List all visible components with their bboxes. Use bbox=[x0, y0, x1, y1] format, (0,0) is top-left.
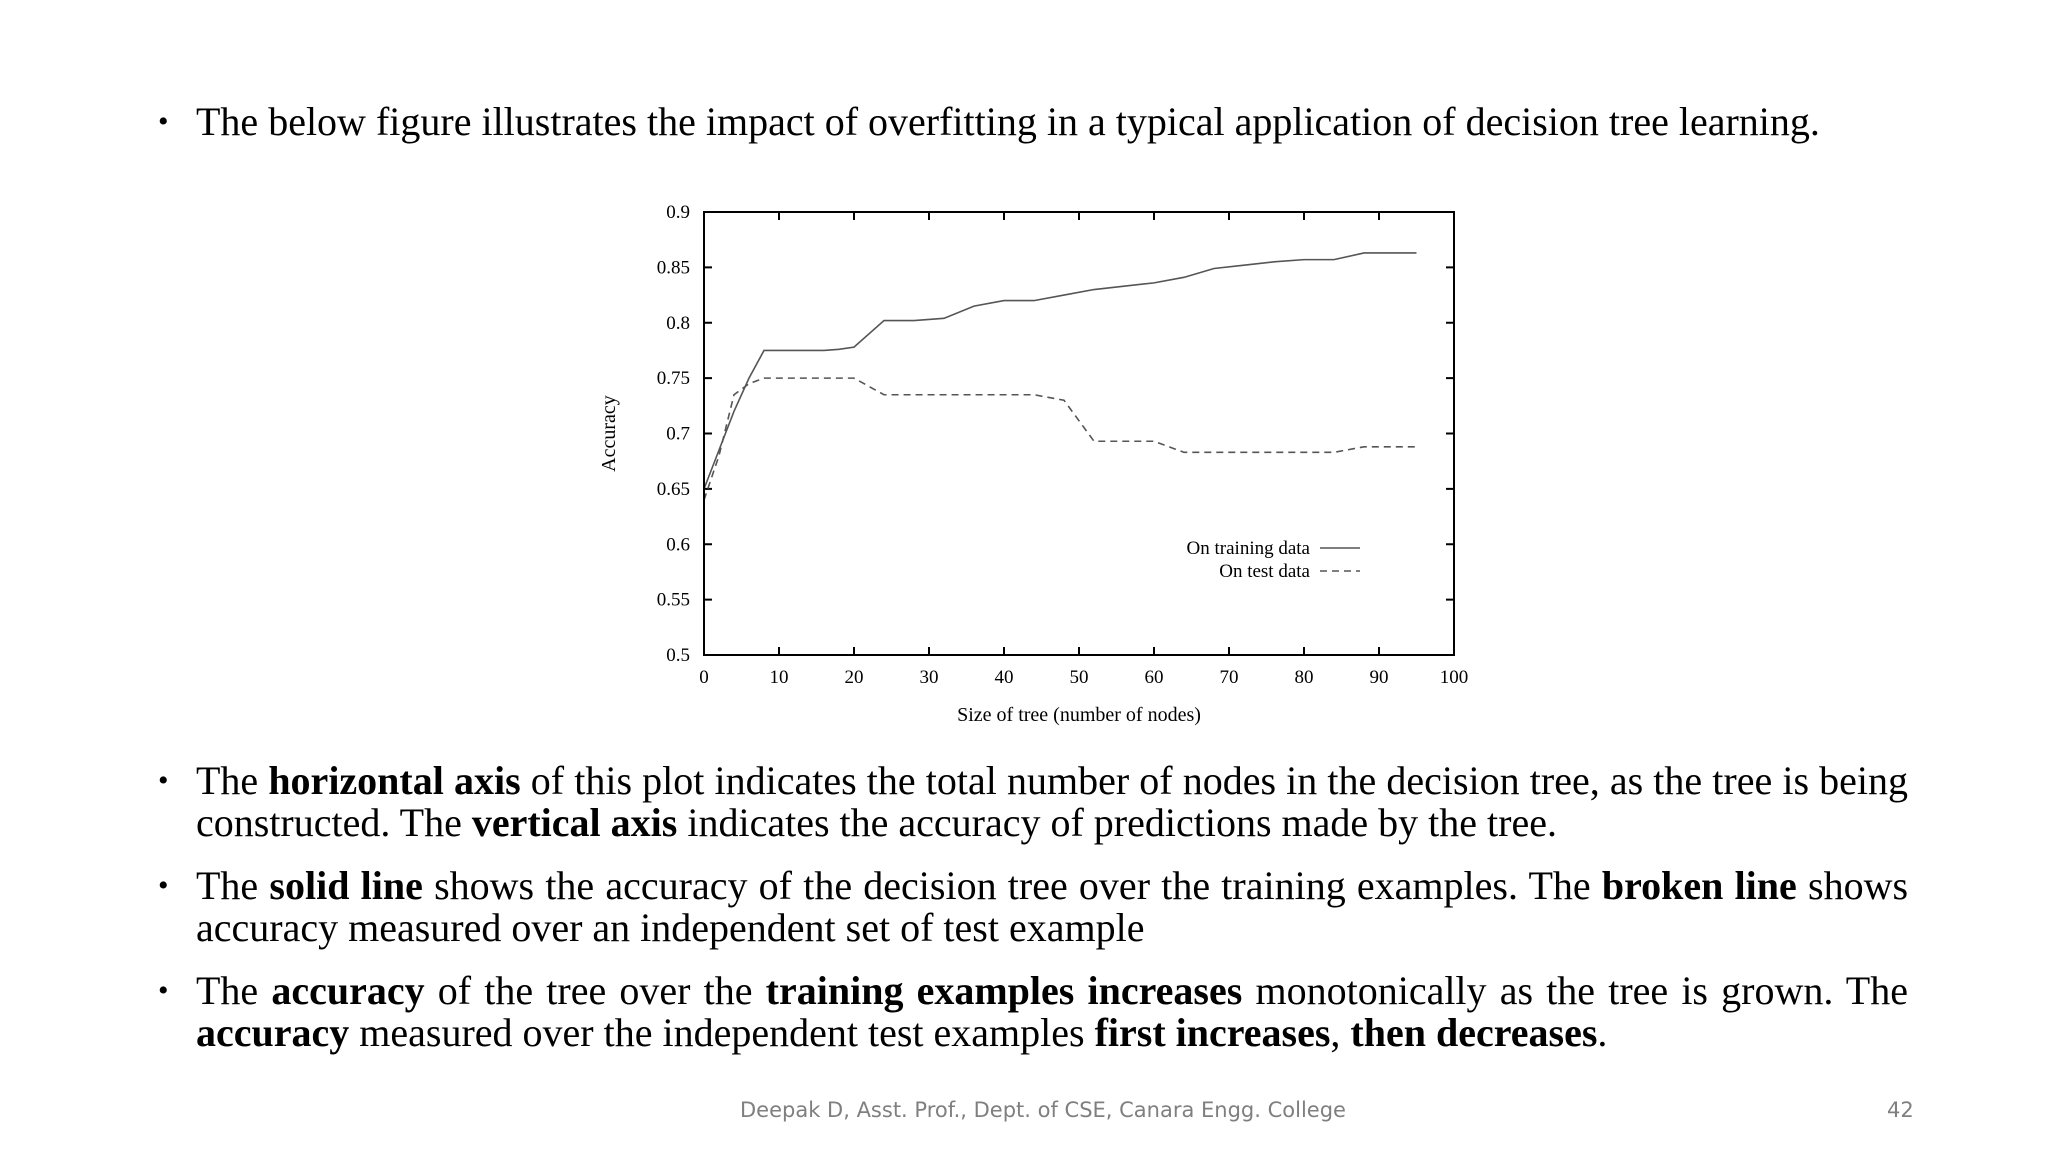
x-tick-label: 60 bbox=[1144, 667, 1164, 688]
x-tick-label: 70 bbox=[1219, 667, 1239, 688]
bullet-accuracy bbox=[158, 970, 1908, 1054]
bullet-dot: • bbox=[158, 869, 169, 902]
bullet-dot: • bbox=[158, 764, 169, 797]
x-tick-label: 20 bbox=[844, 667, 864, 688]
bullet-axes bbox=[158, 760, 1908, 844]
bullet-lines bbox=[158, 865, 1908, 949]
bold-vertical-axis: vertical axis bbox=[471, 800, 678, 845]
bold-solid-line: solid line bbox=[269, 863, 423, 908]
y-tick-label: 0.9 bbox=[666, 202, 690, 223]
x-tick-label: 0 bbox=[699, 667, 709, 688]
x-tick-label: 40 bbox=[994, 667, 1014, 688]
y-tick-label: 0.6 bbox=[666, 534, 690, 556]
bullet-lines-text: The solid line shows the accuracy of the decision tree over the training examples. The broken line shows accuracy measured over an independent set of test example bbox=[196, 863, 1909, 950]
training-data-line bbox=[704, 253, 1417, 489]
x-tick-label: 80 bbox=[1294, 667, 1314, 688]
x-tick-label: 50 bbox=[1069, 667, 1089, 688]
series-lines bbox=[704, 253, 1417, 500]
y-tick-label: 0.5 bbox=[666, 645, 690, 666]
plot-frame bbox=[704, 212, 1454, 655]
bullet-accuracy-text: The accuracy of the tree over the training examples increases monotonically as the tree is grown. The accuracy measured over the independent test examples first increases, then decreases. bbox=[196, 968, 1908, 1055]
y-axis-label: Accuracy bbox=[598, 395, 620, 472]
test-data-line bbox=[704, 378, 1417, 500]
y-axis-ticks bbox=[657, 202, 1454, 666]
legend-label-training: On training data bbox=[1186, 538, 1310, 559]
bullet-dot: • bbox=[158, 974, 169, 1007]
x-axis-label: Size of tree (number of nodes) bbox=[957, 704, 1201, 726]
page-number: 42 bbox=[1887, 1098, 1914, 1122]
x-tick-label: 100 bbox=[1439, 667, 1469, 688]
x-axis-ticks bbox=[699, 212, 1468, 688]
footer-credit: Deepak D, Asst. Prof., Dept. of CSE, Canara Engg. College bbox=[740, 1098, 1346, 1122]
legend bbox=[1187, 538, 1360, 582]
legend-label-test: On test data bbox=[1219, 561, 1310, 582]
accuracy-chart bbox=[580, 195, 1480, 735]
x-tick-label: 30 bbox=[919, 667, 939, 688]
y-tick-label: 0.75 bbox=[656, 368, 690, 390]
y-tick-label: 0.55 bbox=[656, 589, 690, 611]
bullet-axes-text: The horizontal axis of this plot indicates the total number of nodes in the decision tree, as the tree is being constructed. The vertical axis indicates the accuracy of predictions made by the tree. bbox=[196, 758, 1909, 845]
x-tick-label: 90 bbox=[1369, 667, 1389, 688]
y-tick-label: 0.7 bbox=[666, 423, 690, 445]
y-tick-label: 0.8 bbox=[666, 312, 690, 334]
bullet-intro bbox=[158, 101, 1858, 143]
bullet-dot: • bbox=[158, 105, 169, 138]
bold-broken-line: broken line bbox=[1601, 863, 1797, 908]
bold-horizontal-axis: horizontal axis bbox=[268, 758, 521, 803]
bullet-intro-text: The below figure illustrates the impact of overfitting in a typical application of decision tree learning. bbox=[196, 99, 1820, 144]
y-tick-label: 0.65 bbox=[656, 478, 690, 500]
y-tick-label: 0.85 bbox=[656, 257, 690, 279]
x-tick-label: 10 bbox=[769, 667, 789, 688]
